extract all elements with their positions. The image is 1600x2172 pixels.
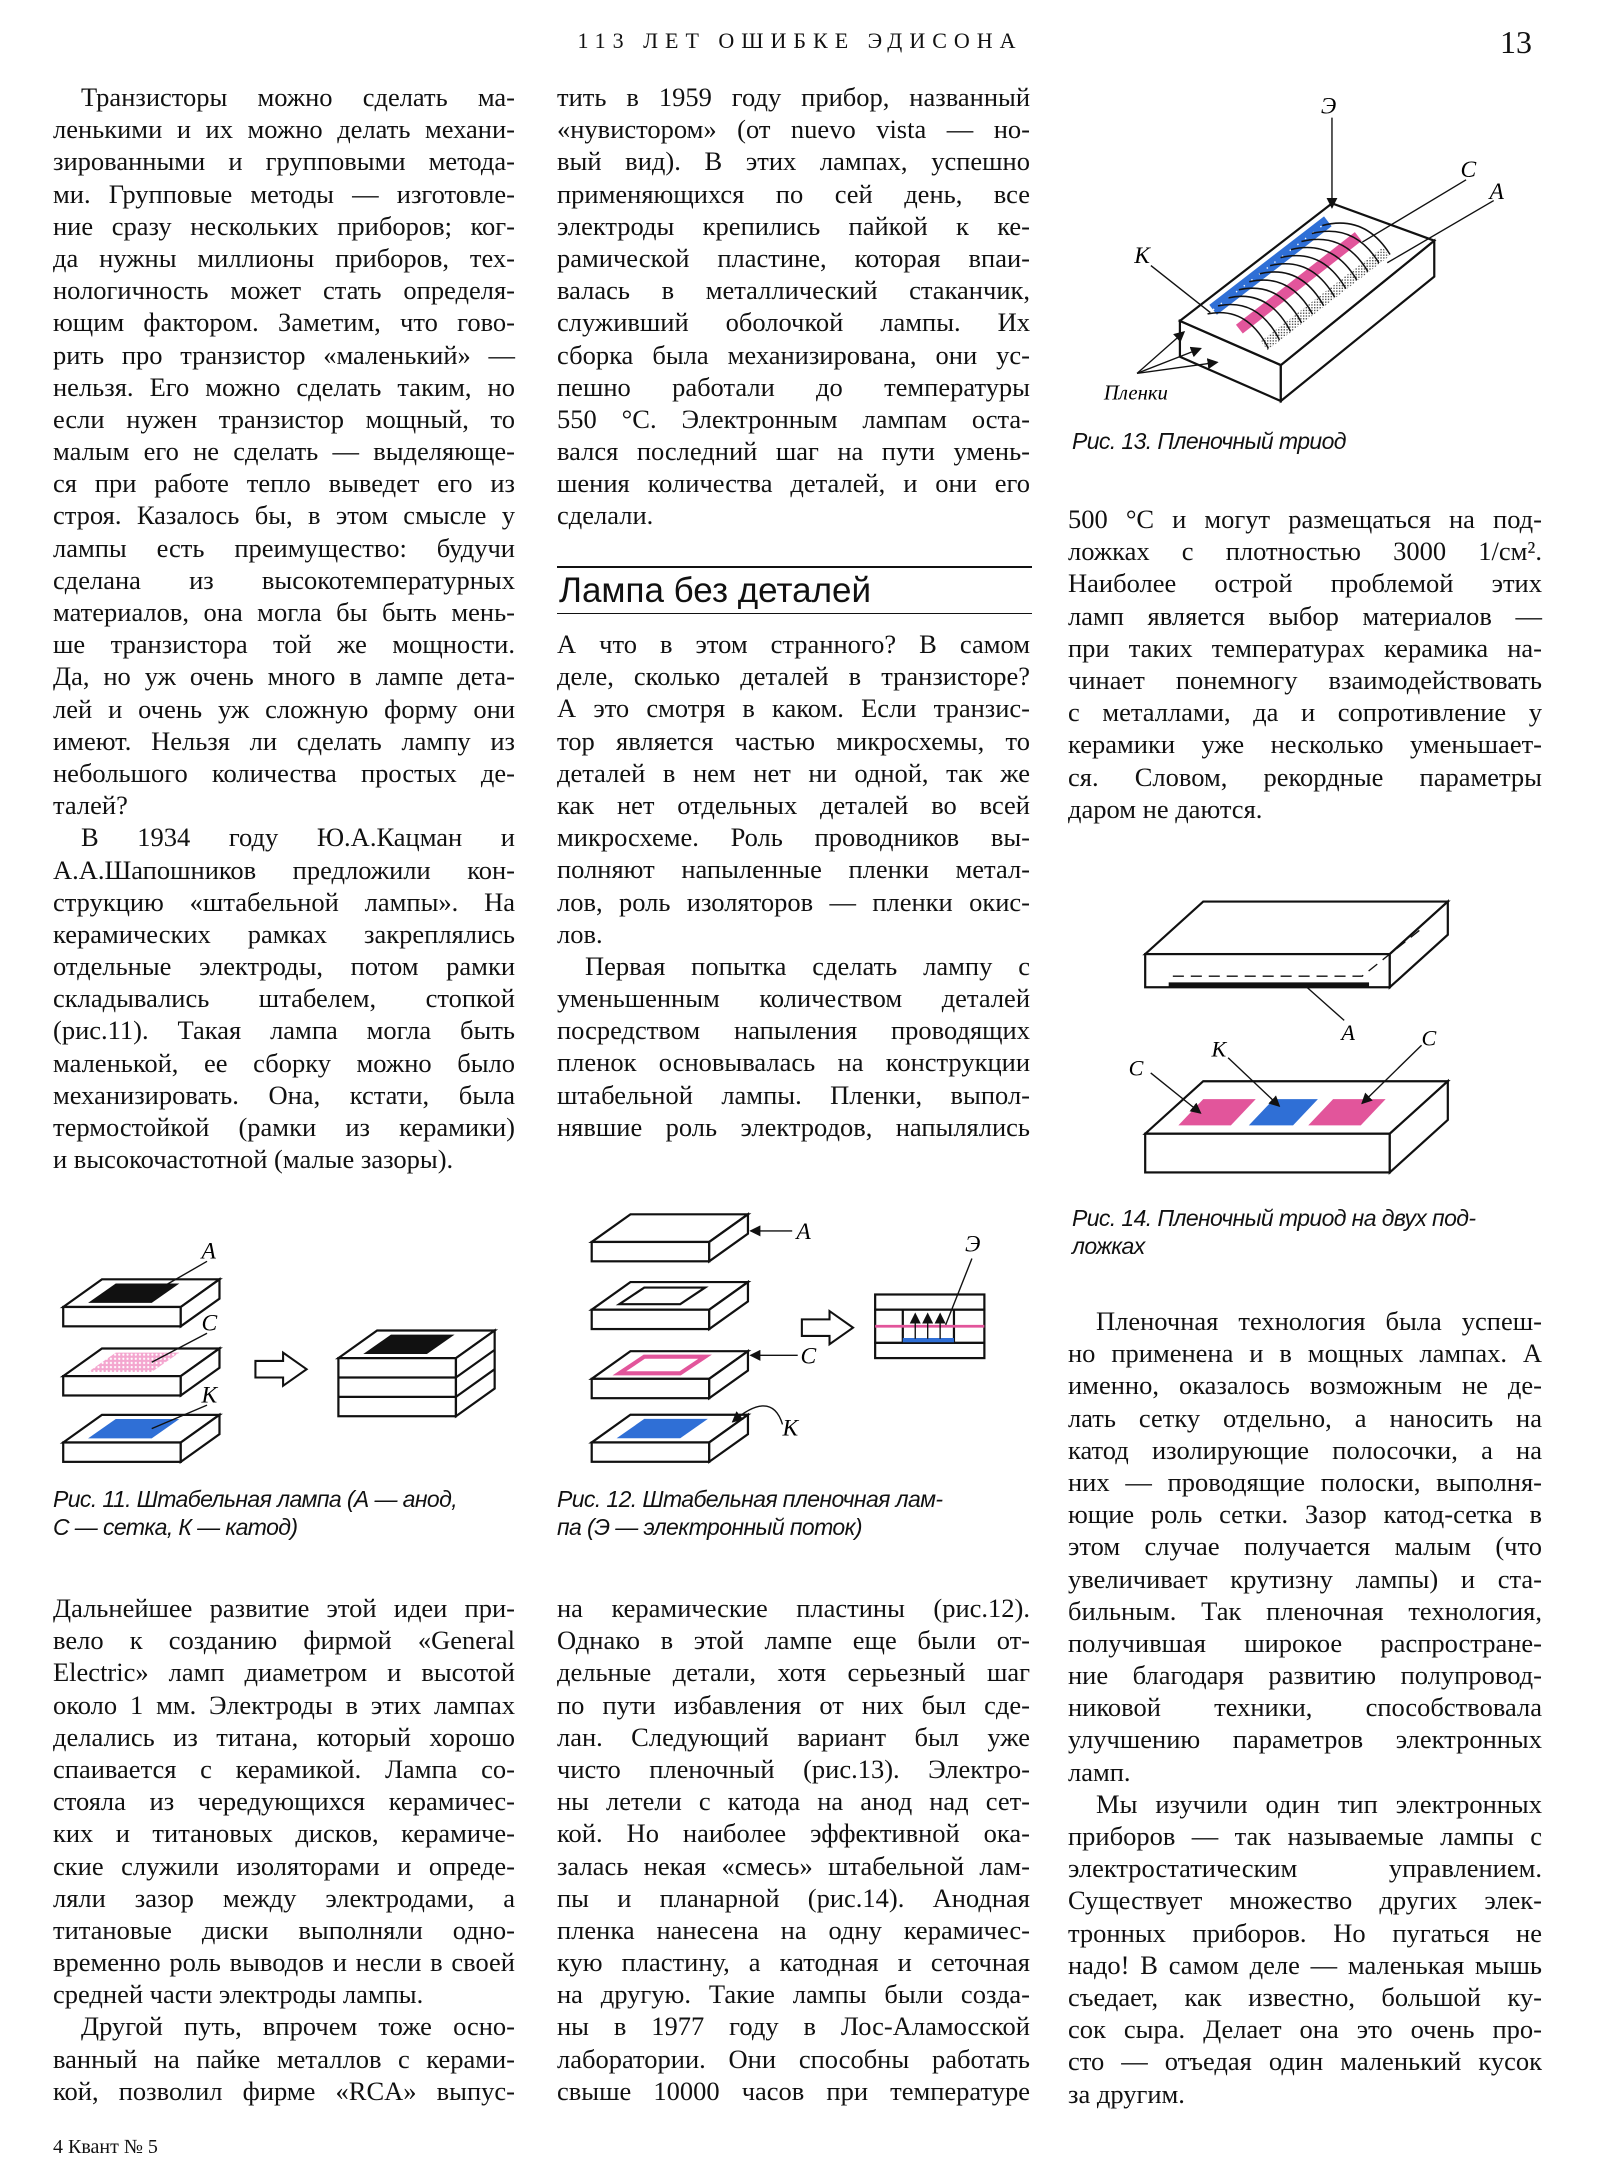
label-cathode: K — [1211, 1036, 1227, 1062]
text-line: ны летели с катода на анод над сет- — [557, 1786, 1030, 1817]
text-line: складывались штабелем, стопкой — [53, 983, 515, 1014]
text-line: штабельной лампы. Пленки, выпол- — [557, 1079, 1030, 1110]
text-line: керамических рамках закреплялись — [53, 918, 515, 949]
text-line: делались из титана, который хорошо — [53, 1721, 515, 1752]
page-number: 13 — [1500, 24, 1532, 60]
label-cathode: K — [1134, 242, 1150, 269]
text-line: ся. Словом, рекордные параметры — [1068, 761, 1542, 792]
figure-13-film-triode — [1079, 76, 1549, 415]
text-line: кой. Но наиболее эффективной ока- — [557, 1818, 1030, 1849]
anode-plate — [592, 1214, 748, 1261]
figure-11-caption — [53, 1486, 457, 1541]
text-line: улучшению параметров электронных — [1068, 1724, 1542, 1755]
figure-14-caption — [1072, 1205, 1475, 1260]
caption-line: Рис. 14. Пленочный триод на двух под- — [1072, 1205, 1476, 1231]
text-line: ложках с плотностью 3000 1/см². — [1068, 536, 1542, 567]
text-line: 550 °С. Электронным лампам оста- — [557, 403, 1030, 434]
text-line: именно, оказалось возможным не де- — [1068, 1370, 1542, 1401]
label-grid-right: C — [1421, 1025, 1437, 1051]
text-line: нявшие роль электродов, напылялись — [557, 1111, 1030, 1142]
text-line: 500 °С и могут размещаться на под- — [1068, 504, 1542, 534]
text-line: А.А.Шапошников предложили кон- — [53, 854, 515, 885]
caption-line: Рис. 11. Штабельная лампа (А — анод, — [53, 1486, 457, 1512]
text-line: служивший оболочкой лампы. Их — [557, 307, 1030, 338]
text-line: Наиболее острой проблемой этих — [1068, 568, 1542, 599]
text-line: отдельные электроды, потом рамки — [53, 951, 515, 982]
text-line: средней части электроды лампы. — [53, 1979, 424, 2010]
text-line: даром не даются. — [1068, 793, 1263, 824]
text-line: залась некая «смесь» штабельной лам- — [557, 1850, 1030, 1881]
text-line: ких и титановых дисков, керамиче- — [53, 1818, 515, 1849]
text-line: ламп является выбор материалов — — [1068, 600, 1542, 631]
figure-13-caption — [1072, 428, 1346, 456]
text-line: ские служили изоляторами и опреде- — [53, 1850, 515, 1881]
text-line: ющие роль сетки. Зазор катод-сетка в — [1068, 1499, 1542, 1530]
hollow-arrow-icon — [802, 1311, 853, 1344]
label-electron-flow: Э — [965, 1231, 981, 1258]
text-line: талей? — [53, 790, 128, 821]
text-line: зированными и групповыми метода- — [53, 146, 515, 177]
caption-line: па (Э — электронный поток) — [557, 1513, 862, 1540]
text-line: шения количества деталей, и они его — [557, 468, 1030, 499]
text-line: ся при работе тепло выведет его из — [53, 468, 515, 499]
figure-11-stacked-lamp — [48, 1217, 532, 1473]
text-line: термостойкой (рамки из керамики) — [53, 1112, 515, 1142]
figure-12-caption — [557, 1486, 942, 1541]
text-line: деталей в нем нет ни одной, так же — [557, 757, 1030, 788]
label-grid: C — [800, 1343, 817, 1370]
figure-12-stacked-film-lamp — [553, 1203, 1030, 1480]
text-line: микросхеме. Роль проводников вы- — [557, 822, 1030, 853]
text-line: на другую. Такие лампы были созда- — [557, 1979, 1030, 2010]
text-line: Однако в этой лампе еще были от- — [557, 1625, 1030, 1656]
text-line: вый вид). В этих лампах, успешно — [557, 146, 1030, 177]
label-anode: A — [201, 1238, 216, 1265]
text-line: электростатическим управлением. — [1068, 1853, 1542, 1884]
text-line: чинает понемногу взаимодействовать — [1068, 664, 1542, 695]
text-line: керамики уже несколько уменьшает- — [1068, 729, 1542, 760]
text-line: лаборатории. Они способны работать — [557, 2043, 1030, 2074]
text-line: тронных приборов. Но пугаться не — [1068, 1917, 1542, 1948]
text-line: приборов — так называемые лампы с — [1068, 1821, 1542, 1851]
text-line: В 1934 году Ю.А.Кацман и — [81, 822, 515, 853]
text-line: лать сетку отдельно, а наносить на — [1068, 1402, 1542, 1433]
text-line: А что в этом странного? В самом — [557, 629, 1030, 659]
text-line: по пути избавления от них был сде- — [557, 1689, 1030, 1720]
grid-frame — [63, 1348, 219, 1395]
text-line: съедает, как известно, большой ку- — [1068, 1981, 1542, 2012]
text-line: ляли зазор между электродами, а — [53, 1882, 515, 1913]
text-line: Транзисторы можно сделать ма- — [81, 82, 515, 112]
text-line: катод изолирующие полосочки, а на — [1068, 1434, 1542, 1465]
text-line: маленькой, ее сборку можно было — [53, 1047, 515, 1078]
text-line: бильным. Так пленочная технология, — [1068, 1595, 1542, 1626]
article-text-col2-mid — [557, 628, 1030, 1143]
text-line: при таких температурах керамика на- — [1068, 632, 1542, 663]
text-line: Первая попытка сделать лампу с — [585, 950, 1030, 981]
assembled-stack — [338, 1330, 494, 1416]
text-line: дельные детали, хотя серьезный шаг — [557, 1657, 1030, 1688]
text-line: но применена и в мощных лампах. А — [1068, 1338, 1542, 1369]
text-line: пленка нанесена на одну керамичес- — [557, 1914, 1030, 1945]
text-line: ние сразу нескольких приборов; ког- — [53, 210, 515, 241]
label-anode: A — [1489, 179, 1504, 206]
caption-line: ложках — [1072, 1232, 1145, 1259]
text-line: ше транзистора той же мощности. — [53, 629, 515, 660]
hollow-arrow-icon — [255, 1353, 306, 1386]
text-line: имеют. Нельзя ли сделать лампу из — [53, 725, 515, 756]
caption-line: Рис. 13. Пленочный триод — [1072, 428, 1346, 454]
figure-14-two-substrate-triode — [1127, 885, 1466, 1189]
text-line: струкцию «штабельной лампы». На — [53, 886, 515, 917]
text-line: Пленочная технология была успеш- — [1096, 1306, 1542, 1336]
text-line: кую пластину, а катодная и сеточная — [557, 1947, 1030, 1978]
text-line: сок сыра. Делает она это очень про- — [1068, 2014, 1542, 2045]
article-text-col1-bottom — [53, 1592, 515, 2107]
text-line: применяющихся по сей день, все — [557, 178, 1030, 209]
text-line: вело к созданию фирмой «General — [53, 1625, 515, 1656]
anode-frame — [63, 1279, 219, 1326]
text-line: да нужны миллионы приборов, тех- — [53, 242, 515, 273]
text-line: небольшого количества простых де- — [53, 757, 515, 788]
article-text-col2-top — [557, 81, 1030, 532]
text-line: тить в 1959 году прибор, названный — [557, 82, 1030, 112]
text-line: ны в 1977 году в Лос-Аламосской — [557, 2011, 1030, 2042]
text-line: и высокочастотной (малые зазоры). — [53, 1144, 454, 1175]
text-line: за другим. — [1068, 2078, 1185, 2109]
cathode-frame — [63, 1415, 219, 1462]
label-cathode: K — [201, 1382, 218, 1409]
text-line: стояла из чередующихся керамичес- — [53, 1786, 515, 1817]
section-heading: Лампа без деталей — [557, 566, 1032, 614]
text-line: электроды крепились пайкой к ке- — [557, 210, 1030, 241]
text-line: временно роль выводов и несли в своей — [53, 1947, 515, 1978]
text-line: посредством напыления проводящих — [557, 1015, 1030, 1046]
text-line: ванный на пайке металлов с керами- — [53, 2043, 515, 2074]
text-line: валась в металлический стаканчик, — [557, 275, 1030, 306]
label-grid-left: C — [1128, 1055, 1144, 1081]
label-cathode: K — [782, 1415, 799, 1442]
caption-line: Рис. 12. Штабельная пленочная лам- — [557, 1486, 943, 1512]
text-line: Дальнейшее развитие этой идеи при- — [53, 1593, 515, 1623]
article-text-col3-mid — [1068, 503, 1542, 825]
text-line: малым его не сделать — выделяюще- — [53, 436, 515, 467]
label-electron-flow: Э — [1320, 93, 1337, 120]
cross-section — [875, 1259, 984, 1359]
text-line: ние благодаря развитию полупровод- — [1068, 1660, 1542, 1691]
text-line: около 1 мм. Электроды в этих лампах — [53, 1689, 515, 1720]
label-grid: C — [201, 1310, 218, 1337]
text-line: на керамические пластины (рис.12). — [557, 1593, 1030, 1623]
text-line: рить про транзистор «маленький» — — [53, 339, 515, 370]
text-line: рамической пластине, которая впаи- — [557, 242, 1030, 273]
text-line: лампы есть преимущество: будучи — [53, 532, 515, 563]
text-line: этом случае получается малым (что — [1068, 1531, 1542, 1562]
text-line: Да, но уж очень много в лампе дета- — [53, 661, 515, 692]
text-line: пешно работали до температуры — [557, 371, 1030, 402]
text-line: сделали. — [557, 500, 654, 531]
text-line: лов, роль изоляторов — пленки окис- — [557, 886, 1030, 917]
text-line: (рис.11). Такая лампа могла быть — [53, 1015, 515, 1046]
running-title: 113 ЛЕТ ОШИБКЕ ЭДИСОНА — [577, 28, 1023, 53]
text-line: увеличивает крутизну лампы) и ста- — [1068, 1563, 1542, 1594]
text-line: лов. — [557, 918, 603, 949]
text-line: ющим фактором. Заметим, что гово- — [53, 307, 515, 338]
text-line: ленькими и их можно делать механи- — [53, 114, 515, 145]
cathode-grid-substrate — [1145, 1081, 1448, 1172]
grid-frame — [592, 1351, 748, 1398]
text-line: Другой путь, впрочем тоже осно- — [81, 2011, 515, 2042]
text-line: тор является частью микросхемы, то — [557, 725, 1030, 756]
text-line: сто — отъедая один маленький кусок — [1068, 2046, 1542, 2077]
text-line: строя. Казалось бы, в этом смысле у — [53, 500, 515, 531]
text-line: уменьшенным количеством деталей — [557, 983, 1030, 1014]
article-text-col1-top — [53, 81, 515, 1175]
text-line: спаивается с керамикой. Лампа со- — [53, 1753, 515, 1784]
spacer-frame — [592, 1282, 748, 1329]
text-line: надо! В самом деле — маленькая мышь — [1068, 1949, 1542, 1980]
text-line: Мы изучили один тип электронных — [1096, 1788, 1542, 1819]
text-line: лан. Следующий вариант был уже — [557, 1721, 1030, 1752]
text-line: Существует множество других элек- — [1068, 1885, 1542, 1916]
text-line: механизировать. Она, кстати, была — [53, 1079, 515, 1110]
text-line: материалов, она могла бы быть мень- — [53, 597, 515, 627]
text-line: лей и очень уж сложную форму они — [53, 693, 515, 724]
text-line: с металлами, да и сопротивление у — [1068, 697, 1542, 728]
text-line: как нет отдельных деталей во всей — [557, 789, 1030, 820]
caption-line: С — сетка, К — катод) — [53, 1513, 298, 1540]
text-line: «нувистором» (от nuevo vista — но- — [557, 114, 1030, 145]
text-line: них — проводящие полоски, выполня- — [1068, 1466, 1542, 1497]
text-line: вался последний шаг на пути умень- — [557, 436, 1030, 467]
text-line: свыше 10000 часов при температуре — [557, 2075, 1030, 2106]
text-line: титановые диски выполняли одно- — [53, 1914, 515, 1945]
article-text-col3-bottom — [1068, 1305, 1542, 2110]
text-line: сделана из высокотемпературных — [53, 564, 515, 595]
text-line: нологичность может стать определя- — [53, 275, 515, 306]
text-line: Electric» ламп диаметром и высотой — [53, 1657, 515, 1688]
cathode-plate — [592, 1415, 748, 1462]
label-anode: A — [1341, 1019, 1355, 1045]
text-line: пы и планарной (рис.14). Анодная — [557, 1882, 1030, 1913]
text-line: А это смотря в каком. Если транзис- — [557, 693, 1030, 724]
text-line: деле, сколько деталей в транзисторе? — [557, 661, 1030, 692]
text-line: чисто пленочный (рис.13). Электро- — [557, 1753, 1030, 1784]
text-line: ламп. — [1068, 1756, 1131, 1787]
text-line: ми. Групповые методы — изготовле- — [53, 178, 515, 209]
label-films: Пленки — [1103, 382, 1168, 405]
text-line: пленок основывалась на конструкции — [557, 1047, 1030, 1078]
text-line: никовой техники, способствовала — [1068, 1692, 1542, 1723]
text-line: получившая широкое распростране- — [1068, 1627, 1542, 1658]
text-line: если нужен транзистор мощный, то — [53, 403, 515, 434]
footer-signature: 4 Квант № 5 — [53, 2136, 158, 2158]
text-line: сборка была механизирована, они ус- — [557, 339, 1030, 370]
article-text-col2-bottom — [557, 1592, 1030, 2107]
text-line: полняют напыленные пленки метал- — [557, 854, 1030, 885]
label-anode: A — [796, 1219, 811, 1246]
text-line: нельзя. Его можно сделать таким, но — [53, 371, 515, 402]
label-grid: C — [1460, 157, 1477, 184]
text-line: кой, позволил фирме «RCA» выпус- — [53, 2075, 515, 2106]
